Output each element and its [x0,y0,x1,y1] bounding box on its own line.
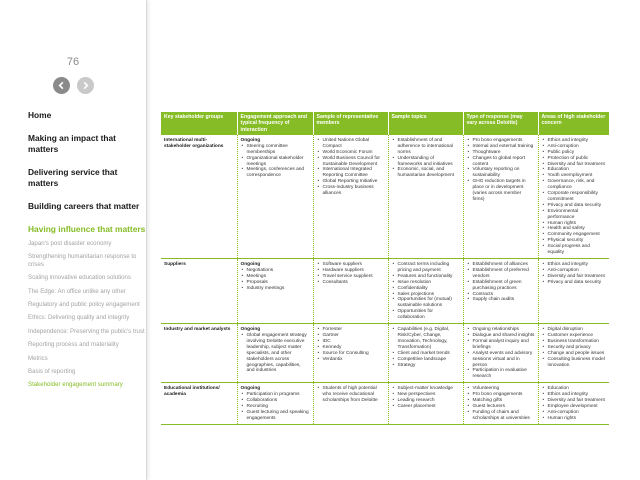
approach-cell [237,259,313,324]
list-item: • Contracts [473,292,535,298]
header-stakeholder-groups: Key stakeholder groups [161,112,237,135]
list-item: • Diversity and fair treatment [548,398,607,404]
header-representative-members: Sample of representative members [313,112,388,135]
table-row [161,324,609,383]
response-list [467,327,535,380]
list-item: • Internal and external training [473,144,535,150]
stakeholder-group-cell: Educational institutions/ academia [161,383,237,424]
list-item: • Business transformation [548,339,607,345]
submenu-item[interactable]: Basis of reporting [28,368,76,376]
concerns-cell [538,324,609,383]
page-number: 76 [66,56,80,68]
list-item: • Anti-corruption [548,268,607,274]
approach-cell [237,324,313,383]
table-row [161,135,609,259]
list-item: • Issue resolution [398,280,460,286]
list-item: • Health and safety [548,226,607,232]
members-cell [313,324,388,383]
frequency-label: Ongoing [240,386,261,392]
concerns-list [542,386,607,421]
submenu-item[interactable]: The Edge: An office unlike any other [28,287,126,295]
list-item: • Cross-industry business alliances [323,185,385,197]
list-item: • Capabilities (e.g. Digital, Risk/Cyber, Change, Innovation, Technology, Transformation) [398,327,460,351]
list-item: • Pro bono engagements [473,138,535,144]
members-list [317,386,385,404]
list-item: • Establishment of and adherence to international norms [398,138,460,156]
list-item: • Career placement [398,404,460,410]
response-cell [463,259,538,324]
list-item: • Establishment of green purchasing practices [473,280,535,292]
submenu-item[interactable]: Strengthening humanitarian response to crises [28,253,137,268]
list-item: • Human rights [548,416,607,422]
section-menu [28,110,146,395]
list-item: • Participation in programs [247,392,310,398]
list-item: • Hardware suppliers [323,268,385,274]
list-item: • Funding of chairs and scholarships at universities [473,410,535,422]
submenu-item-current[interactable]: Stakeholder engagement summary [28,381,123,389]
header-engagement-approach: Engagement approach and typical frequency of interaction [237,112,313,135]
list-item: • Software suppliers [323,262,385,268]
list-item: • Ethics and integrity [548,392,607,398]
list-item: • Understanding of frameworks and initiatives [398,156,460,168]
members-list [317,262,385,286]
list-item: • Anti-corruption [548,144,607,150]
list-item: • Diversity and fair treatment [548,274,607,280]
list-item: • Supply chain audits [473,297,535,303]
list-item: • Subject-matter knowledge [398,386,460,392]
list-item: • Meetings, conferences and correspondence [247,167,310,179]
list-item: • Digital disruption [548,327,607,333]
topics-cell [388,135,463,259]
list-item: • Steering committee memberships [247,144,310,156]
list-item: • Environmental performance [548,209,607,221]
list-item: • Economic, social, and humanitarian development [398,167,460,179]
list-item: • Changes to global report content [473,156,535,168]
list-item: • Industry meetings [247,286,310,292]
stakeholder-table [161,112,610,425]
list-item: • Voluntary reporting on sustainability [473,167,535,179]
list-item: • Thoughtware [473,150,535,156]
list-item: • Education [548,167,607,173]
submenu-item[interactable]: Metrics [28,354,48,362]
response-list [467,262,535,303]
list-item: • Source for Consulting [323,351,385,357]
table-row [161,259,609,324]
list-item: • Establishment of preferred vendors [473,268,535,280]
submenu-item[interactable]: Reporting process and materiality [28,341,119,349]
list-item: • Global Reporting Initiative [323,179,385,185]
list-item: • Formal analyst inquiry and briefings [473,339,535,351]
response-cell [463,135,538,259]
list-item: • Guest lecturing and speaking engagements [247,410,310,422]
submenu-item[interactable]: Regulatory and public policy engagement [28,301,140,309]
approach-cell [237,383,313,424]
list-item: • New perspectives [398,392,460,398]
list-item: • Employee development [548,404,607,410]
list-item: • Education [548,386,607,392]
list-item: • Competitive landscape [398,357,460,363]
list-item: • Meetings [247,274,310,280]
list-item: • Ethics and integrity [548,138,607,144]
list-item: • Corporate responsibility commitment [548,191,607,203]
list-item: • IDC [323,339,385,345]
page-nav [53,77,94,94]
submenu-item[interactable]: Japan's post disaster economy [28,240,112,247]
list-item: • Community engagement [548,232,607,238]
list-item: • Gartner [323,333,385,339]
main-content [161,112,609,425]
members-cell [313,259,388,324]
stakeholder-group-cell: Suppliers [161,259,237,324]
list-item: • Students of high potential who receive educational scholarships from Deloitte [323,386,385,404]
list-item: • Recruiting [247,404,310,410]
approach-cell [237,135,313,259]
previous-page-button[interactable] [53,77,70,94]
list-item: • Matching gifts [473,398,535,404]
approach-list [241,392,310,422]
frequency-label: Ongoing [240,327,261,333]
list-item: • Global engagement strategy involving Deloitte executive leadership, subject matter specialists, and other stakeholders across geographies, capabilities, and industries [247,333,310,374]
list-item: • United Nations Global Compact [323,138,385,150]
list-item: • Anti-corruption [548,410,607,416]
list-item: • Governance, risk, and compliance [548,179,607,191]
list-item: • Guest lecturers [473,404,535,410]
list-item: • International Integrated Reporting Committee [323,167,385,179]
topics-list [392,262,460,321]
approach-list [241,333,310,374]
list-item: • Negotiations [247,268,310,274]
list-item: • Collaborations [247,398,310,404]
concerns-cell [538,259,609,324]
list-item: • Kennedy [323,345,385,351]
members-cell [313,135,388,259]
list-item: • Volunteering [473,386,535,392]
topics-list [392,327,460,368]
list-item: • Verdantix [323,357,385,363]
list-item: • Opportunities for (mutual) sustainable solutions [398,297,460,309]
list-item: • Ethics and integrity [548,262,607,268]
list-item: • Security and privacy [548,345,607,351]
list-item: • Pro bono engagements [473,392,535,398]
approach-list [241,268,310,292]
list-item: • Confidentiality [398,286,460,292]
list-item: • Features and functionality [398,274,460,280]
list-item: • Organizational stakeholder meetings [247,156,310,168]
list-item: • Strategy [398,363,460,369]
stakeholder-group-cell: Industry and market analysts [161,324,237,383]
list-item: • Dialogue and shared insights [473,333,535,339]
list-item: • Participation in evaluative research [473,368,535,380]
menu-item-impact[interactable]: Making an impact that matters [28,133,116,154]
menu-item-influence-active[interactable]: Having influence that matters [28,224,146,234]
submenu-item[interactable]: Scaling innovative education solutions [28,274,131,282]
table-header-row [161,112,609,135]
response-cell [463,383,538,424]
topics-list [392,386,460,410]
submenu-item[interactable]: Ethics: Delivering quality and integrity [28,314,130,322]
list-item: • Physical security [548,238,607,244]
list-item: • Establishment of alliances [473,262,535,268]
header-sample-topics: Sample topics [388,112,463,135]
table-body [161,135,609,424]
concerns-list [542,327,607,368]
list-item: • Client and market trends [398,351,460,357]
list-item: • World Business Council for Sustainable Development [323,156,385,168]
list-item: • Analyst events and advisory sessions virtual and in person [473,351,535,369]
members-list [317,138,385,197]
list-item: • Public policy [548,150,607,156]
chevron-left-icon [57,81,66,90]
approach-list [241,144,310,179]
list-item: • Contract terms including pricing and payment [398,262,460,274]
list-item: • Proposals [247,280,310,286]
members-cell [313,383,388,424]
list-item: • Privacy and data security [548,203,607,209]
list-item: • Diversity and fair treatment [548,162,607,168]
frequency-label: Ongoing [240,262,261,268]
list-item: • Leading research [398,398,460,404]
list-item: • Travel service suppliers [323,274,385,280]
table-row [161,383,609,424]
list-item: • Forrester [323,327,385,333]
chevron-right-icon [81,81,90,90]
header-response-type: Type of response (may vary across Deloitte) [463,112,538,135]
submenu-item[interactable]: Independence: Preserving the public's trust [28,327,145,335]
list-item: • Consultants [323,280,385,286]
list-item: • Youth unemployment [548,173,607,179]
response-list [467,138,535,203]
stakeholder-group-cell: International multi-stakeholder organizations [161,135,237,259]
topics-cell [388,259,463,324]
list-item: • GHG reduction targets in place or in development (varies across member firms) [473,179,535,203]
list-item: • World Economic Forum [323,150,385,156]
sidebar-navigation [0,0,147,480]
topics-cell [388,324,463,383]
list-item: • Ongoing relationships [473,327,535,333]
list-item: • Opportunities for collaboration [398,309,460,321]
list-item: • Consulting business model innovation [548,357,607,369]
topics-cell [388,383,463,424]
menu-item-home[interactable]: Home [28,110,52,120]
menu-item-careers[interactable]: Building careers that matter [28,201,140,211]
response-list [467,386,535,421]
list-item: • Sales projections [398,292,460,298]
list-item: • Social progress and equality [548,244,607,256]
concerns-cell [538,135,609,259]
list-item: • Privacy and data security [548,280,607,286]
frequency-label: Ongoing [240,137,261,143]
header-stakeholder-concern: Areas of high stakeholder concern [538,112,609,135]
concerns-cell [538,383,609,424]
list-item: • Protection of public [548,156,607,162]
response-cell [463,324,538,383]
concerns-list [542,262,607,286]
list-item: • Customer experience [548,333,607,339]
topics-list [392,138,460,179]
concerns-list [542,138,607,256]
members-list [317,327,385,362]
next-page-button[interactable] [77,77,94,94]
list-item: • Human rights [548,221,607,227]
menu-item-service[interactable]: Delivering service that matters [28,167,118,188]
list-item: • Change and people issues [548,351,607,357]
